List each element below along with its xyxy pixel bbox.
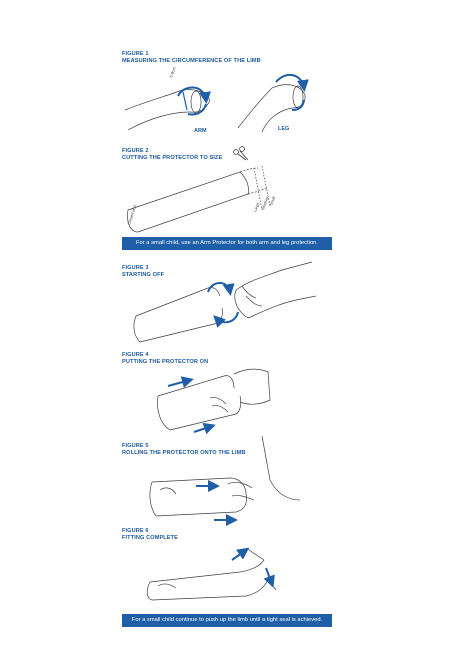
figure-6-number: FIGURE 6 (122, 528, 149, 534)
scissors-icon (234, 147, 248, 160)
fig1-leg-arrow (276, 75, 304, 88)
fig2-small-label: Small (269, 196, 277, 207)
fig6-arrow-top (232, 550, 246, 560)
fig4-arrow-top (168, 380, 190, 386)
fig2-large-label: Large (253, 201, 261, 213)
fig4-arrow-bottom (194, 426, 212, 432)
figure-4-number: FIGURE 4 (122, 352, 149, 358)
figure-2-number: FIGURE 2 (122, 148, 149, 154)
figure-5-title: ROLLING THE PROTECTOR ONTO THE LIMB (122, 450, 246, 456)
small-child-arm-banner: For a small child, use an Arm Protector for both arm and leg protection. (122, 237, 332, 250)
fig1-arm-illustration (125, 89, 210, 130)
figure-3-number: FIGURE 3 (122, 265, 149, 271)
figure-3-title: STARTING OFF (122, 272, 165, 278)
figure-2-title: CUTTING THE PROTECTOR TO SIZE (122, 155, 223, 161)
fig2-protector-illustration (127, 166, 270, 232)
fig5-illustration (150, 436, 300, 516)
figure-5-number: FIGURE 5 (122, 443, 149, 449)
fig3-arrow-bottom (216, 312, 238, 322)
figure-1-number: FIGURE 1 (122, 51, 149, 57)
fig2-medium-label: Medium (261, 196, 270, 211)
fig1-leg-label: LEG (278, 126, 290, 132)
fig4-illustration (158, 369, 271, 430)
small-child-push-banner: For a small child continue to push up the limb until a tight seal is achieved. (122, 614, 332, 627)
fig1-arm-arrow-2 (188, 104, 206, 115)
figure-6-title: FITTING COMPLETE (122, 535, 178, 541)
fig3-arrow-top (208, 283, 230, 292)
fig1-leg-illustration (238, 85, 305, 132)
figure-4-title: PUTTING THE PROTECTOR ON (122, 359, 209, 365)
fig6-illustration (147, 548, 276, 600)
figure-1-title: MEASURING THE CIRCUMFERENCE OF THE LIMB (122, 58, 261, 64)
fig2-closed-label: Closed end (126, 204, 138, 226)
fig1-leg-arrow-2 (292, 100, 304, 110)
fig1-arm-label: ARM (194, 128, 207, 134)
fig1-measure-label: 5-8cm (168, 66, 177, 79)
